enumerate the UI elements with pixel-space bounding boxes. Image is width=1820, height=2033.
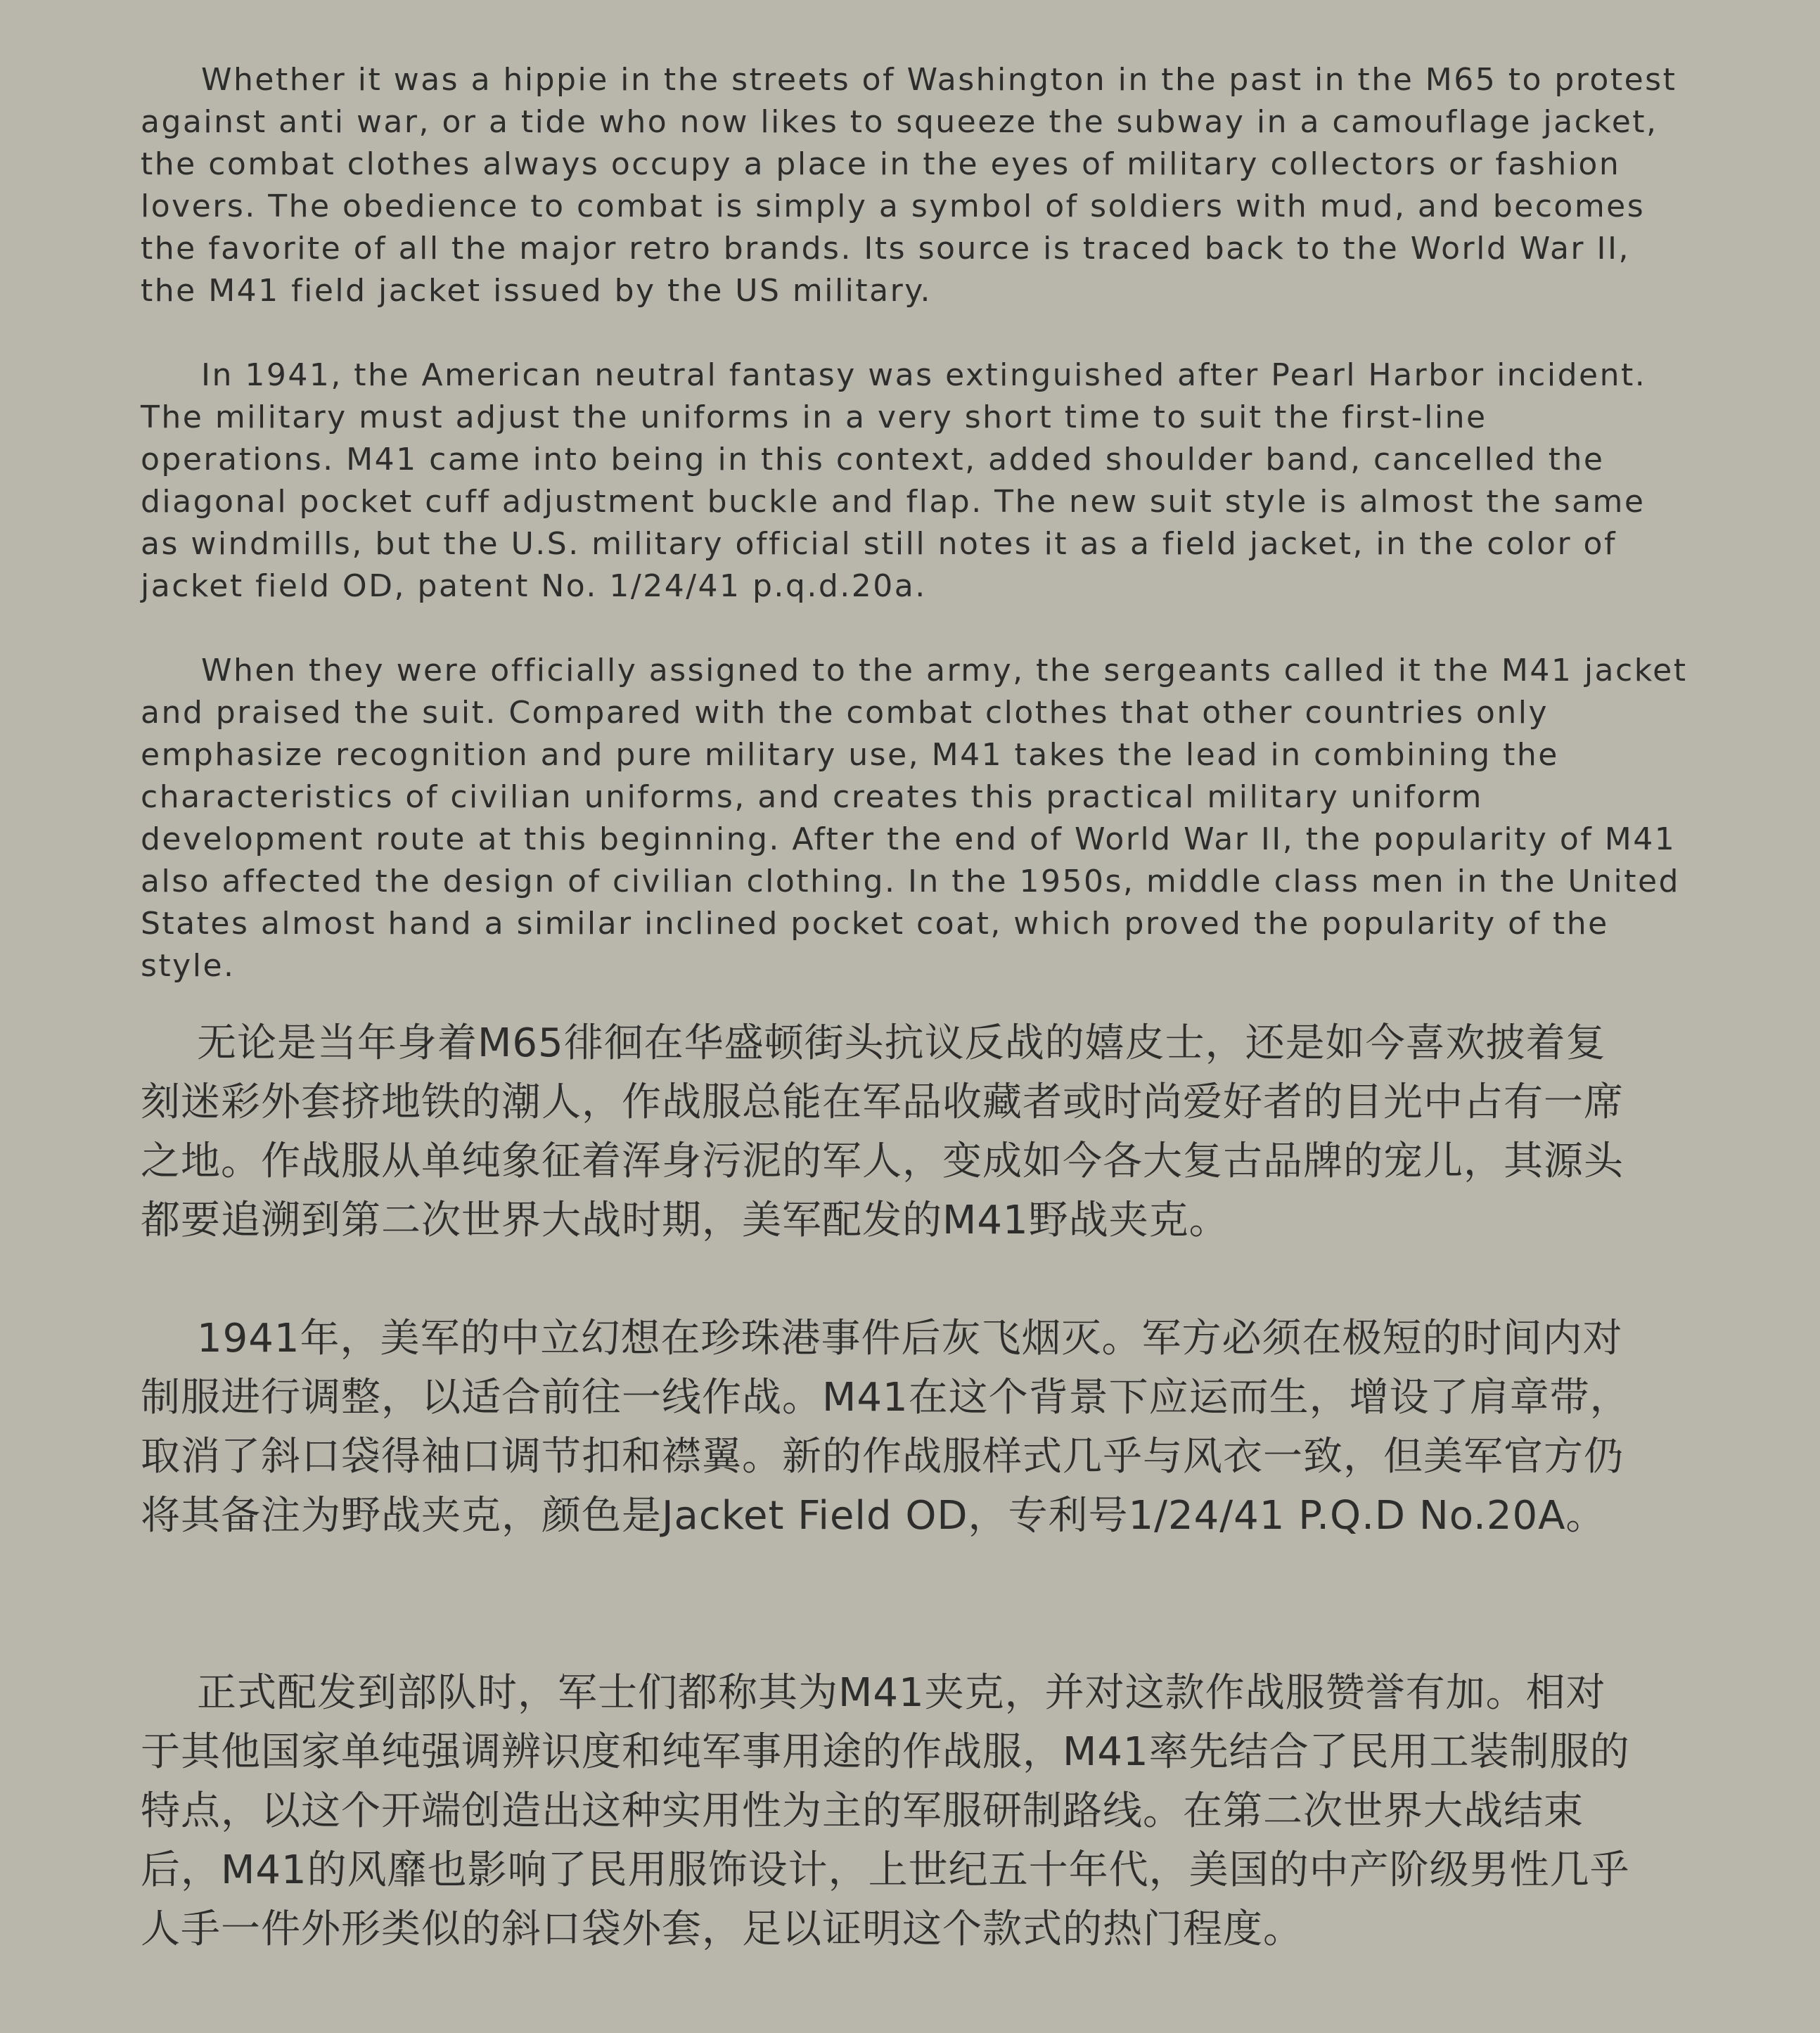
english-paragraph-2 bbox=[141, 354, 1688, 608]
english-paragraph-1-text: Whether it was a hippie in the streets of Washington in the past in the M65 to protest against anti war, or a tide who now likes to squeeze the subway in a camouflage jacket, the combat clothes always occupy a place in the eyes of military collectors or fashion lovers. The obedience to combat is simply a symbol of soldiers with mud, and becomes the favorite of all the major retro brands. Its source is traced back to the World War II, the M41 field jacket issued by the US military. bbox=[141, 62, 1677, 309]
english-paragraph-2-text: In 1941, the American neutral fantasy was extinguished after Pearl Harbor incident. The military must adjust the uniforms in a very short time to suit the first-line operations. M41 came into being in this context, added shoulder band, cancelled the diagonal pocket cuff adjustment buckle and flap. The new suit style is almost the same as windmills, but the U.S. military official still notes it as a field jacket, in the color of jacket field OD, patent No. 1/24/41 p.q.d.20a. bbox=[141, 357, 1647, 604]
article-page bbox=[141, 0, 1688, 2033]
chinese-paragraph-3-text: 正式配发到部队时，军士们都称其为M41夹克，并对这款作战服赞誉有加。相对于其他国家单纯强调辨识度和纯军事用途的作战服，M41率先结合了民用工装制服的特点，以这个开端创造出这种实用性为主的军服研制路线。在第二次世界大战结束后，M41的风靡也影响了民用服饰设计，上世纪五十年代，美国的中产阶级男性几乎人手一件外形类似的斜口袋外套，足以证明这个款式的热门程度。 bbox=[141, 1670, 1630, 1952]
english-paragraph-3-text: When they were officially assigned to the army, the sergeants called it the M41 jacket and praised the suit. Compared with the combat clothes that other countries only emphasize recognition and pure military use, M41 takes the lead in combining the characteristics of civilian uniforms, and creates this practical military uniform development route at this beginning. After the end of World War II, the popularity of M41 also affected the design of civilian clothing. In the 1950s, middle class men in the United States almost hand a similar inclined pocket coat, which proved the popularity of the style. bbox=[141, 653, 1688, 984]
chinese-paragraph-2-text: 1941年，美军的中立幻想在珍珠港事件后灰飞烟灭。军方必须在极短的时间内对制服进行调整，以适合前往一线作战。M41在这个背景下应运而生，增设了肩章带，取消了斜口袋得袖口调节扣和襟翼。新的作战服样式几乎与风衣一致，但美军官方仍将其备注为野战夹克，颜色是Jacket Field OD，专利号1/24/41 P.Q.D No.20A。 bbox=[141, 1316, 1630, 1539]
chinese-paragraph-1-text: 无论是当年身着M65徘徊在华盛顿街头抗议反战的嬉皮士，还是如今喜欢披着复刻迷彩外套挤地铁的潮人，作战服总能在军品收藏者或时尚爱好者的目光中占有一席之地。作战服从单纯象征着浑身污泥的军人，变成如今各大复古品牌的宠儿，其源头都要追溯到第二次世界大战时期，美军配发的M41野战夹克。 bbox=[141, 1020, 1624, 1243]
chinese-paragraph-1 bbox=[141, 1014, 1632, 1250]
english-paragraph-1 bbox=[141, 59, 1688, 312]
english-paragraph-3 bbox=[141, 650, 1688, 987]
chinese-paragraph-3 bbox=[141, 1664, 1632, 1959]
chinese-paragraph-2 bbox=[141, 1309, 1632, 1546]
